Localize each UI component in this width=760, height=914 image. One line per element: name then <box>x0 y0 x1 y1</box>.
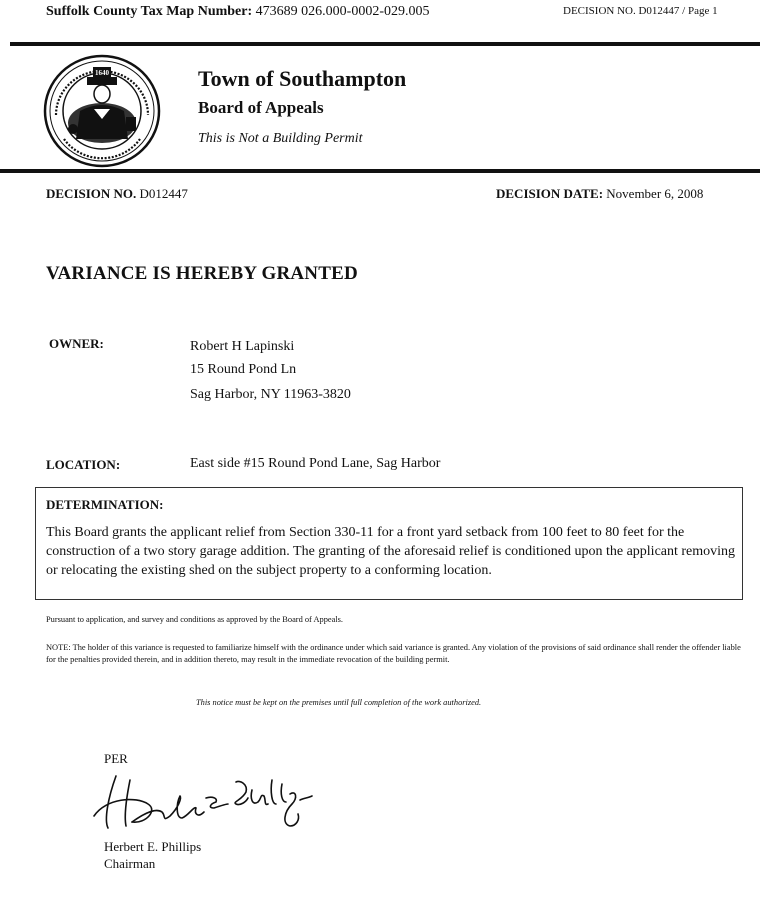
decision-date: November 6, 2008 <box>606 186 704 201</box>
tax-map-number: 473689 026.000-0002-029.005 <box>255 4 430 19</box>
header-rule-top <box>10 42 760 46</box>
header-rule-bottom <box>0 169 760 173</box>
signer-title: Chairman <box>104 856 156 871</box>
signer-name: Herbert E. Phillips <box>104 839 202 854</box>
decision-date-label: DECISION DATE: <box>496 186 604 201</box>
owner-name: Robert H Lapinski <box>190 339 295 354</box>
tax-map-line <box>46 4 429 20</box>
variance-heading: VARIANCE IS HEREBY GRANTED <box>46 263 358 284</box>
owner-city: Sag Harbor, NY 11963-3820 <box>190 387 351 402</box>
keep-notice: This notice must be kept on the premises until full completion of the work authorized. <box>196 698 482 707</box>
owner-street: 15 Round Pond Ln <box>190 362 297 377</box>
determination-label: DETERMINATION: <box>46 497 164 512</box>
pursuant-text: Pursuant to application, and survey and conditions as approved by the Board of Appeals. <box>46 615 344 624</box>
decision-number-label: DECISION NO. <box>46 186 137 201</box>
town-seal-icon <box>42 53 162 169</box>
town-name: Town of Southampton <box>198 66 407 91</box>
note-text: NOTE: The holder of this variance is requested to familiarize himself with the ordinance under which said variance is granted. Any violation of the provisions of said ordinance shall render the offender liable for the penalties provided therein, and in addition thereto, may result in the immediate revocation of the building permit. <box>46 643 741 664</box>
determination-text: This Board grants the applicant relief from Section 330-11 for a front yard setback from 100 feet to 80 feet for the construction of a two story garage addition. The granting of the aforesaid relief is conditioned upon the applicant removing or relocating the existing shed on the subject property to a conforming location. <box>46 525 736 578</box>
decision-number: D012447 <box>139 186 188 201</box>
location-label: LOCATION: <box>46 457 121 472</box>
seal-year: 1640 <box>95 69 109 77</box>
board-name: Board of Appeals <box>198 98 324 117</box>
signature-icon <box>86 768 316 840</box>
not-permit-notice: This is Not a Building Permit <box>198 131 363 146</box>
decision-page-number: DECISION NO. D012447 / Page 1 <box>563 5 718 17</box>
decision-number-row <box>46 186 188 202</box>
signer-block <box>104 838 201 872</box>
per-label: PER <box>104 751 128 766</box>
tax-map-label: Suffolk County Tax Map Number: <box>46 4 253 19</box>
decision-date-row <box>496 186 703 202</box>
location-value: East side #15 Round Pond Lane, Sag Harbor <box>190 456 441 471</box>
owner-label: OWNER: <box>49 336 104 351</box>
owner-address <box>190 335 351 406</box>
